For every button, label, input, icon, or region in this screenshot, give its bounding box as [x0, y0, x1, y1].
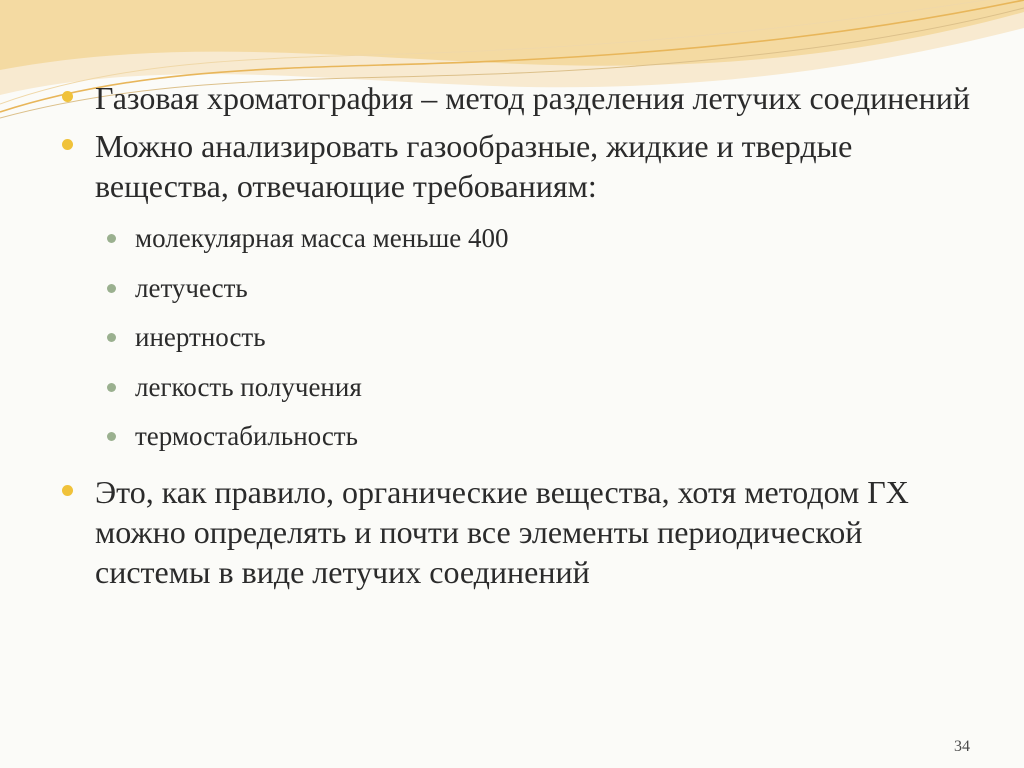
sub-bullet-dot-icon	[107, 383, 116, 392]
sub-bullet-list	[62, 214, 982, 462]
bullet-dot-icon	[62, 139, 73, 150]
page-number: 34	[954, 738, 970, 755]
sub-bullet-item	[62, 412, 982, 462]
sub-bullet-text: летучесть	[135, 272, 248, 303]
bullet-dot-icon	[62, 91, 73, 102]
bullet-text: Можно анализировать газообразные, жидкие и твердые вещества, отвечающие требованиям:	[95, 128, 853, 204]
slide-content	[62, 78, 982, 600]
sub-bullet-item	[62, 313, 982, 363]
sub-bullet-text: молекулярная масса меньше 400	[135, 223, 509, 253]
bullet-dot-icon	[62, 485, 73, 496]
sub-bullet-dot-icon	[107, 333, 116, 342]
sub-bullet-dot-icon	[107, 432, 116, 441]
bullet-item	[62, 126, 982, 206]
bullet-item	[62, 78, 982, 118]
sub-bullet-item	[62, 264, 982, 314]
sub-bullet-item	[62, 214, 982, 264]
bullet-item	[62, 472, 982, 592]
sub-bullet-item	[62, 363, 982, 413]
sub-bullet-dot-icon	[107, 234, 116, 243]
bullet-text: Это, как правило, органические вещества, хотя методом ГХ можно определять и почти все элементы периодической системы в виде летучих соединений	[95, 473, 909, 590]
bullet-text: Газовая хроматография – метод разделения летучих соединений	[95, 80, 970, 116]
sub-bullet-text: инертность	[135, 322, 266, 352]
sub-bullet-text: легкость получения	[135, 371, 362, 402]
sub-bullet-dot-icon	[107, 284, 116, 293]
sub-bullet-text: термостабильность	[135, 421, 358, 451]
